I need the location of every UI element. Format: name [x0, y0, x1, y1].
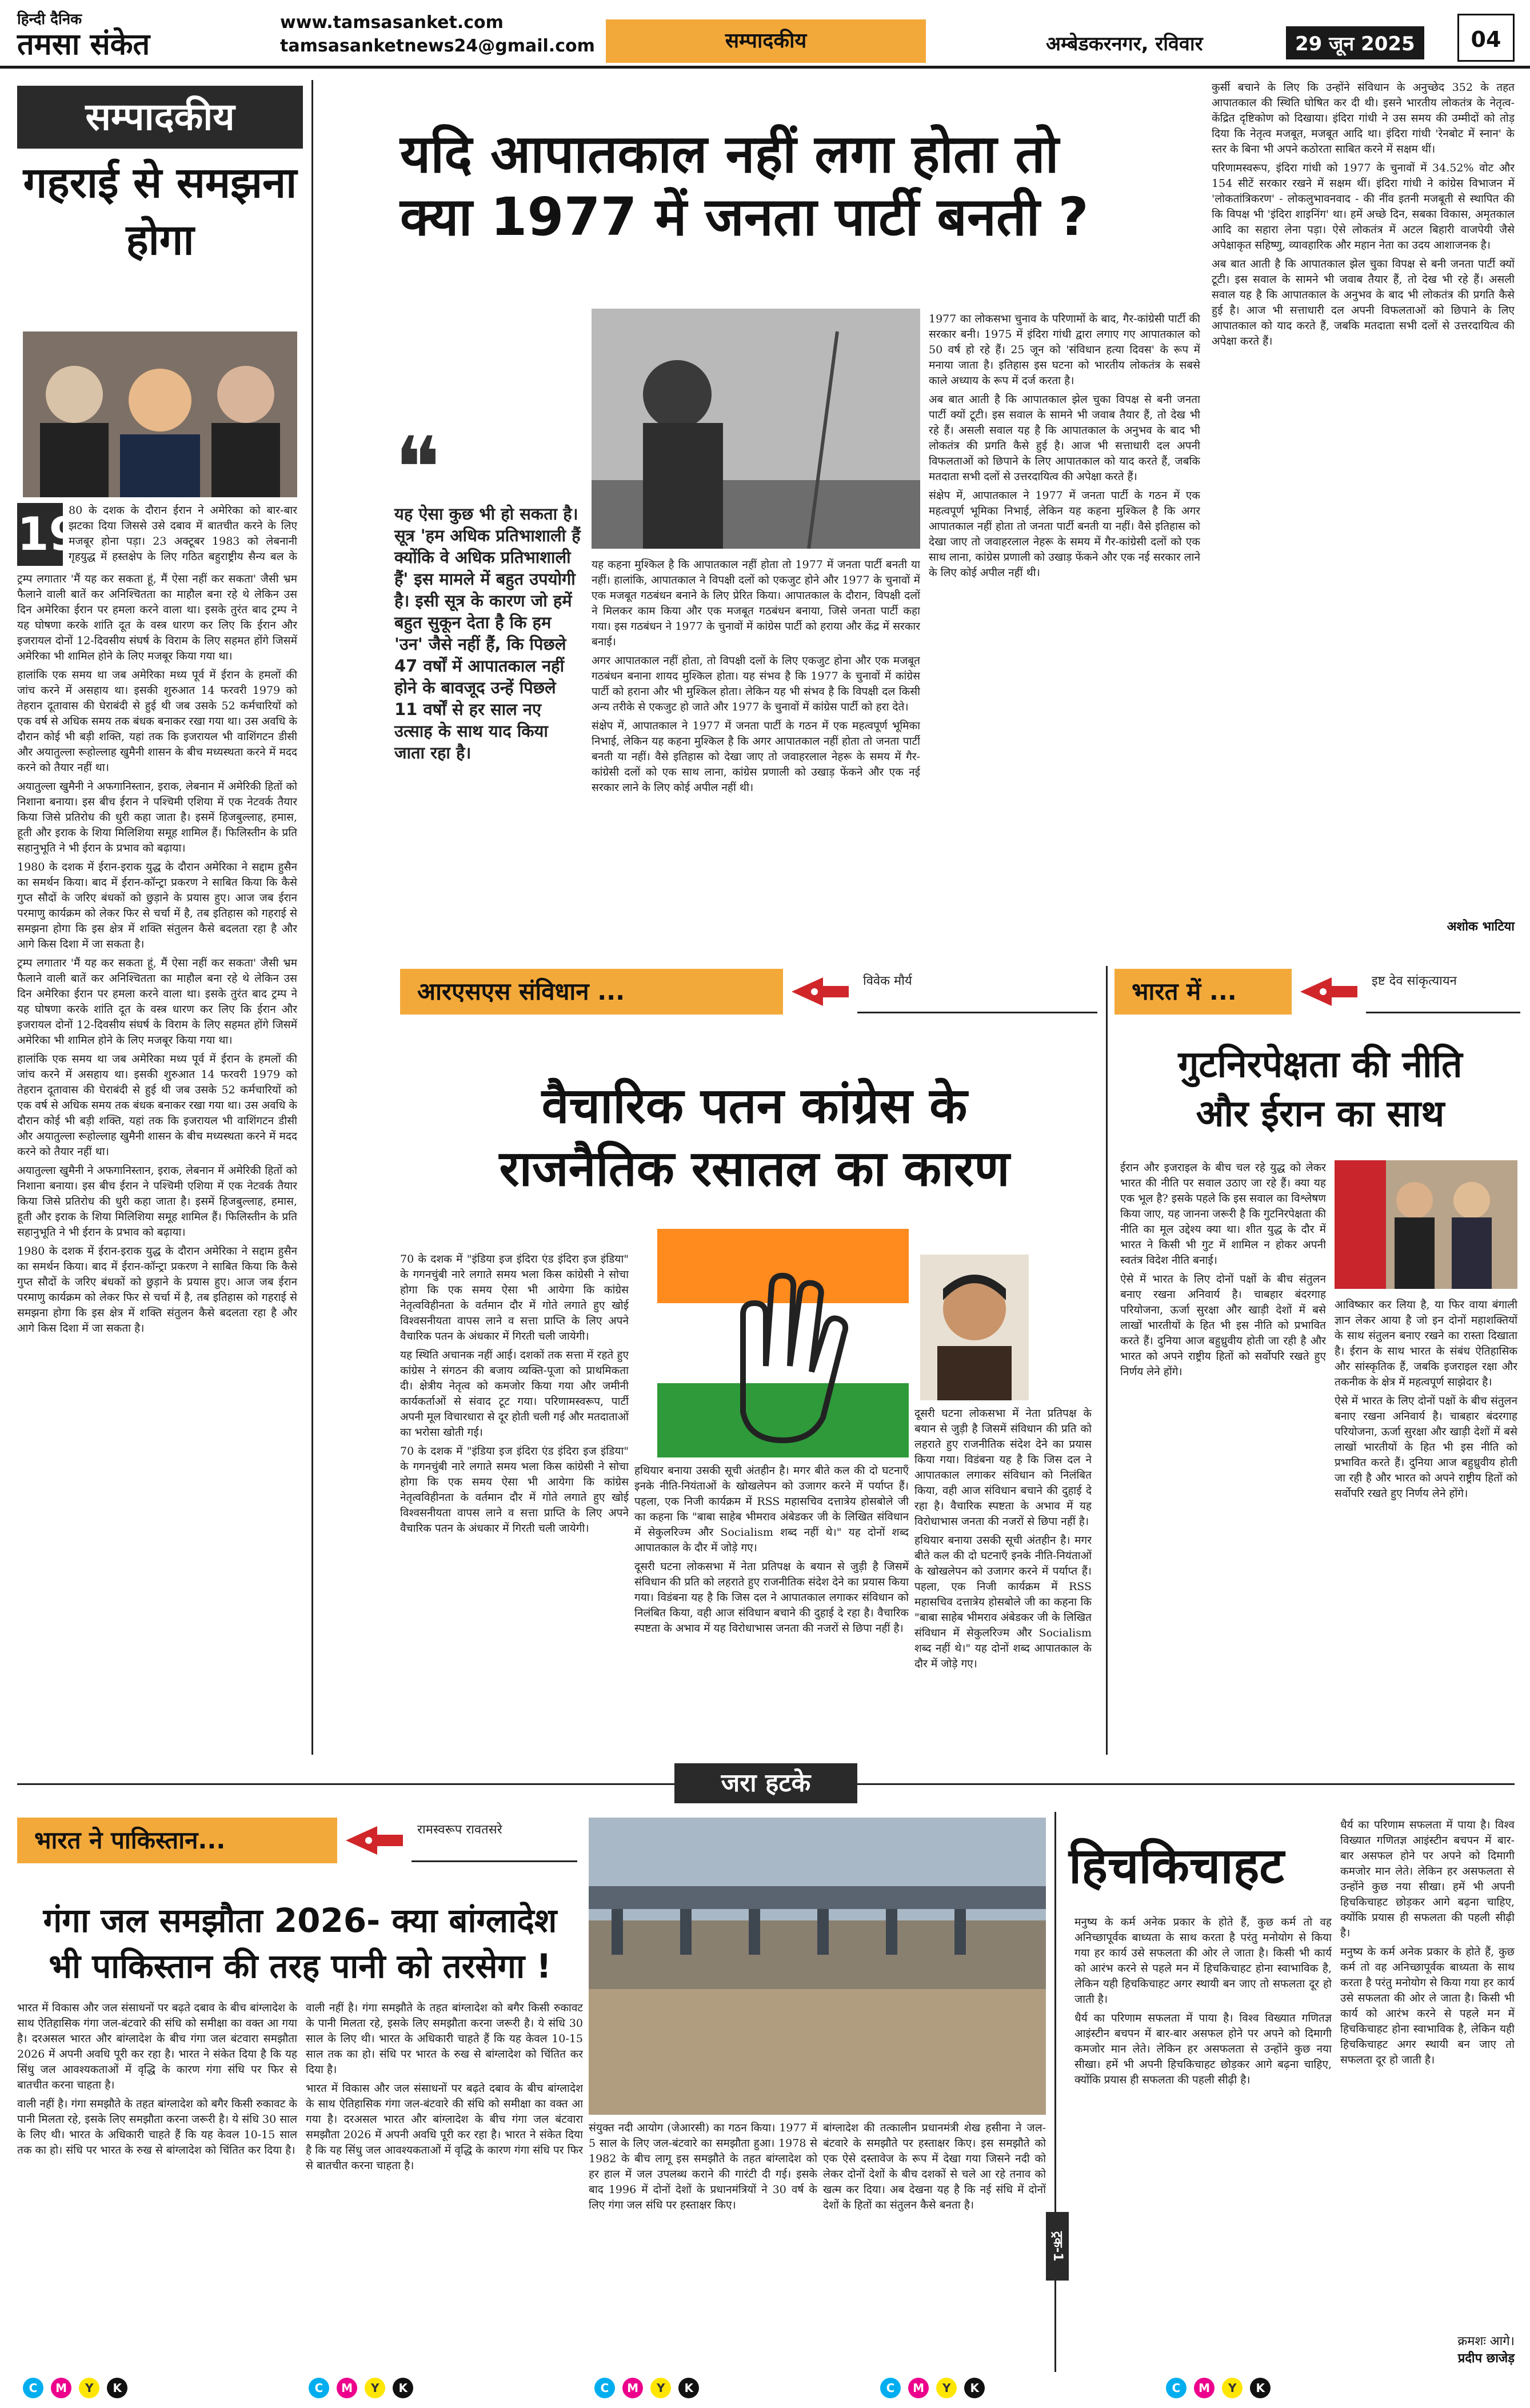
cmyk-k: K	[1250, 2378, 1271, 2398]
editorial-para: हालांकि एक समय था जब अमेरिका मध्य पूर्व में ईरान के हमलों की जांच करने में असहाय था। इसकी शुरुआत 14 फरवरी 1979 को तेहरान दूतावास की घेराबंदी से हुई थी जब उसके 52 कर्मचारियों को एक वर्ष से अधिक समय तक बंधक बनाकर रखा गया था। उस अवधि के दौरान कोई भी बड़ी शक्ति, यहां तक कि इजरायल भी वाशिंगटन डीसी और अयातुल्ला रूहोल्लाह खुमैनी शासन के बीच मध्यस्थता करने में मदद करने को तैयार नहीं था।	[17, 669, 297, 774]
cmyk-marks	[309, 2378, 457, 2401]
hichki-para: मनुष्य के कर्म अनेक प्रकार के होते हैं, कुछ कर्म तो वह अनिच्छापूर्वक बाध्यता के साथ करता है परंतु मनोयोग से किया गया हर कार्य उसे सफलता की ओर ले जाता है। किसी भी कार्य को आरंभ करने से पहले मन में हिचकिचाहट होना स्वाभाविक है, लेकिन यही हिचकिचाहट अगर स्थायी बन जाए तो सफलता दूर हो जाती है।	[1074, 1916, 1332, 2006]
editorial-intro	[69, 503, 297, 566]
column-rule	[1106, 966, 1108, 1755]
secular-label: भारत में ...	[1114, 969, 1292, 1015]
dateline	[1046, 19, 1492, 63]
hichki-para: धैर्य का परिणाम सफलता में पाया है। विश्व विख्यात गणितज्ञ आइंस्टीन बचपन में बार-बार असफल होने पर अपने को दिमागी कमजोर मान लेते। लेकिन हर असफलता से उन्होंने कुछ नया सीखा। हमें भी अपनी हिचकिचाहट छोड़कर आगे बढ़ना चाहिए, क्योंकि प्रयास ही सफलता की पहली सीढ़ी है।	[1074, 2012, 1332, 2086]
cmyk-m: M	[622, 2378, 643, 2398]
quote-icon: ❝	[394, 419, 441, 518]
main-body-col2	[929, 312, 1200, 937]
hichki-para: मनुष्य के कर्म अनेक प्रकार के होते हैं, कुछ कर्म तो वह अनिच्छापूर्वक बाध्यता के साथ करता है परंतु मनोयोग से किया गया हर कार्य उसे सफलता की ओर ले जाता है। किसी भी कार्य को आरंभ करने से पहले मन में हिचकिचाहट होना स्वाभाविक है, लेकिन यही हिचकिचाहट अगर स्थायी बन जाए तो सफलता दूर हो जाती है।	[1340, 1946, 1515, 2066]
hichki-body-col2	[1340, 1818, 1515, 2332]
editorial-photo	[23, 332, 297, 497]
main-para: संक्षेप में, आपातकाल ने 1977 में जनता पार्टी के गठन में एक महत्वपूर्ण भूमिका निभाई, लेकिन यह कहना मुश्किल है कि अगर आपातकाल नहीं होता तो जनता पार्टी बनती या नहीं। वैसे इतिहास को देखा जाए तो जवाहरलाल नेहरू के समय में गैर-कांग्रेसी दलों को एक साथ लाना, कांग्रेस प्रणाली को उखाड़ फेंकने और एक नई सरकार लाने के लिए कोई अपील नहीं थी।	[592, 720, 920, 794]
pen-icon	[343, 1820, 412, 1860]
hand-icon	[657, 1229, 909, 1457]
secular-body-col2	[1335, 1297, 1517, 1738]
email-link[interactable]: tamsasanketnews24@gmail.com	[280, 36, 595, 56]
congress-author: विवेक मौर्य	[863, 974, 912, 988]
cmyk-y: Y	[650, 2378, 671, 2398]
secular-headline-line: और ईरान का साथ	[1196, 1093, 1445, 1135]
cmyk-c: C	[309, 2378, 329, 2398]
water-para: वाली नहीं है। गंगा समझौते के तहत बांग्लादेश को बगैर किसी रुकावट के पानी मिलता रहे, इसके लिए समझौता करना जरूरी है। ये संधि 30 साल के लिए थी। भारत के अधिकारी चाहते हैं कि यह केवल 10-15 साल तक का हो। संधि पर भारत के रुख से बांग्लादेश को चिंतित कर दिया है।	[306, 2002, 583, 2076]
dateline-date: 29 जून 2025	[1286, 26, 1424, 59]
congress-para: हथियार बनाया उसकी सूची अंतहीन है। मगर बीते कल की दो घटनाएँ इनके नीति-नियंताओं के खोखलेपन को उजागर करने में पर्याप्त हैं। पहला, एक निजी कार्यक्रम में RSS महासचिव दत्तात्रेय होसबोले जी का कहना कि "बाबा साहेब भीमराव अंबेडकर जी के लिखित संविधान में सेकुलरिज्म और Socialism शब्द नहीं थे।" यह दोनों शब्द आपातकाल के दौर में जोड़े गए।	[634, 1464, 909, 1554]
editorial-para: हालांकि एक समय था जब अमेरिका मध्य पूर्व में ईरान के हमलों की जांच करने में असहाय था। इसकी शुरुआत 14 फरवरी 1979 को तेहरान दूतावास की घेराबंदी से हुई थी जब उसके 52 कर्मचारियों को एक वर्ष से अधिक समय तक बंधक बनाकर रखा गया था। उस अवधि के दौरान कोई भी बड़ी शक्ति, यहां तक कि इजरायल भी वाशिंगटन डीसी और अयातुल्ला रूहोल्लाह खुमैनी शासन के बीच मध्यस्थता करने में मदद करने को तैयार नहीं था।	[17, 1053, 297, 1158]
cmyk-y: Y	[79, 2378, 99, 2398]
congress-para: दूसरी घटना लोकसभा में नेता प्रतिपक्ष के बयान से जुड़ी है जिसमें संविधान की प्रति को लहराते हुए राजनीतिक संदेश देने का प्रयास किया गया। विडंबना यह है कि जिस दल ने आपातकाल लगाकर संविधान को निलंबित किया, वही आज संविधान बचाने की दुहाई दे रहा है। वैचारिक स्पष्टता के अभाव में यह विरोधाभास जनता की नजरों से छिपा नहीं है।	[914, 1407, 1092, 1528]
speaker-photo-placeholder	[592, 309, 920, 549]
editorial-para: 80 के दशक के दौरान ईरान ने अमेरिका को बार-बार झटका दिया जिससे उसे दबाव में बातचीत करने के लिए मजबूर होना पड़ा। 23 अक्टूबर 1983 को लेबनानी गृहयुद्ध में हस्तक्षेप के लिए गठित बहुराष्ट्रीय सैन्य बल के	[69, 504, 297, 563]
congress-hand-logo	[657, 1229, 909, 1457]
main-para: कुर्सी बचाने के लिए कि उन्होंने संविधान के अनुच्छेद 352 के तहत आपातकाल की स्थिति घोषित कर दी थी। इसने भारतीय लोकतंत्र के नेतृत्व-केंद्रित दृष्टिकोण को दिखाया। इंदिरा गांधी ने उस समय की उम्मीदों को तोड़ दिया कि नेतृत्व मजबूत, मजबूत आदि था। इंदिरा गांधी 'रेनबोट में स्नान' के स्तर के बिना भी अपने कठोरता साबित करने में सक्षम थीं।	[1212, 81, 1515, 155]
congress-headline-line: राजनैतिक रसातल का कारण	[499, 1140, 1010, 1197]
water-body-col2	[306, 2000, 583, 2366]
cmyk-c: C	[1166, 2378, 1187, 2398]
masthead	[0, 0, 1530, 69]
congress-rule	[857, 1012, 1097, 1013]
secular-para: ऐसे में भारत के लिए दोनों पक्षों के बीच संतुलन बनाए रखना अनिवार्य है। चाबहार बंदरगाह परियोजना, ऊर्जा सुरक्षा और खाड़ी देशों में बसे लाखों भारतीयों के हित भी इस नीति को प्रभावित करते हैं। दुनिया आज बहुध्रुवीय होती जा रही है और भारत को अपने राष्ट्रीय हितों को सर्वोपरि रखते हुए निर्णय लेने होंगे।	[1335, 1395, 1517, 1500]
secular-para: आविष्कार कर लिया है, या फिर वाया बंगाली ज्ञान लेकर आया है जो इन दोनों महाशक्तियों के साथ संतुलन बनाए रखने का रास्ता दिखाता है। ईरान के साथ भारत के संबंध ऐतिहासिक और सांस्कृतिक हैं, जबकि इजराइल रक्षा और तकनीक के क्षेत्र में महत्वपूर्ण साझेदार है।	[1335, 1299, 1517, 1388]
secular-author: इष्ट देव सांकृत्यायन	[1372, 974, 1457, 988]
pen-icon	[1297, 972, 1366, 1012]
water-label: भारत ने पाकिस्तान...	[17, 1818, 337, 1863]
water-body-col1	[17, 2000, 297, 2366]
cmyk-marks	[23, 2378, 171, 2401]
secular-photo	[1335, 1160, 1517, 1289]
water-para: संयुक्त नदी आयोग (जेआरसी) का गठन किया। 1977 में 5 साल के लिए जल-बंटवारे का समझौता हुआ। 1978 से 1982 के बीच लागू इस समझौते के तहत बांग्लादेश को हर हाल में जल उपलब्ध कराने की गारंटी दी गई। इसके बाद 1996 में दोनों देशों के प्रधानमंत्रियों ने 30 वर्ष के लिए गंगा जल संधि पर हस्ताक्षर किए।	[589, 2122, 817, 2211]
water-para: बांग्लादेश की तत्कालीन प्रधानमंत्री शेख हसीना ने जल-बंटवारे के समझौते पर हस्ताक्षर किए। इस समझौते को एक ऐसे दस्तावेज के रूप में देखा गया जिसने नदी को लेकर दोनों देशों के बीच दशकों से चले आ रहे तनाव को खत्म कर दिया। अब देखना यह है कि नई संधि में दोनों देशों के हितों का संतुलन कैसे बनता है।	[823, 2122, 1046, 2211]
editorial-body	[17, 572, 297, 1749]
congress-headline	[400, 1075, 1109, 1200]
editorial-para: 1980 के दशक में ईरान-इराक युद्ध के दौरान अमेरिका ने सद्दाम हुसैन का समर्थन किया। बाद में ईरान-कॉन्ट्रा प्रकरण ने साबित किया कि कैसे गुप्त सौदों के जरिए बंधकों को छुड़ाने के प्रयास हुए। आज जब ईरान परमाणु कार्यक्रम को लेकर फिर से चर्चा में है, तब इतिहास को गहराई से समझना होगा कि इस क्षेत्र में शक्ति संतुलन कैसे बदलता रहा है और आगे किस दिशा में जा सकता है।	[17, 1245, 297, 1335]
editorial-para: ट्रम्प लगातार 'मैं यह कर सकता हूं, मैं ऐसा नहीं कर सकता' जैसी भ्रम फैलाने वाली बातें कर अनिश्चितता का माहौल बना रहे थे लेकिन उस दिन अमेरिका ईरान पर हमला करने वाला था। इसके तुरंत बाद ट्रम्प ने यह घोषणा करके शांति दूत के वस्त्र धारण कर लिए कि ईरान और इजरायल दोनों 12-दिवसीय संघर्ष के विराम के लिए सहमत होंगे जिसमें अमेरिका भी शामिल होने के लिए मजबूर किया गया था।	[17, 957, 297, 1047]
water-body-col3	[589, 2121, 817, 2366]
water-body-col4	[823, 2121, 1046, 2366]
main-body-col1	[592, 557, 920, 937]
main-para: परिणामस्वरूप, इंदिरा गांधी को 1977 के चुनावों में 34.52% वोट और 154 सीटें सरकार रखने में सक्षम थीं। इंदिरा गांधी ने कांग्रेस विभाजन में 'लोकतांत्रिकरण' - लोकलुभावनवाद - की नींव इतनी मजबूती से स्थापित की कि विपक्ष भी 'इंदिरा शाइनिंग' था। हमें अच्छे दिन, सबका विकास, अमृतकाल आदि का सहारा लेना पड़ा। ऐसे लोकतंत्र में अटल बिहारी वाजपेयी जैसे अपेक्षाकृत सहिष्णु, व्यावहारिक और महान नेता का उदय आशाजनक है।	[1212, 162, 1515, 251]
main-body-col3	[1212, 80, 1515, 915]
cmyk-c: C	[880, 2378, 901, 2398]
editorial-para: ट्रम्प लगातार 'मैं यह कर सकता हूं, मैं ऐसा नहीं कर सकता' जैसी भ्रम फैलाने वाली बातें कर अनिश्चितता का माहौल बना रहे थे लेकिन उस दिन अमेरिका ईरान पर हमला करने वाला था। इसके तुरंत बाद ट्रम्प ने यह घोषणा करके शांति दूत के वस्त्र धारण कर लिए कि ईरान और इजरायल दोनों 12-दिवसीय संघर्ष के विराम के लिए सहमत होंगे जिसमें अमेरिका भी शामिल होने के लिए मजबूर किया गया था।	[17, 573, 297, 662]
secular-para: ईरान और इजराइल के बीच चल रहे युद्ध को लेकर भारत की नीति पर सवाल उठाए जा रहे हैं। क्या यह एक भूल है? इसके पहले कि इस सवाल का विश्लेषण किया जाए, यह जानना जरूरी है कि गुटनिरपेक्षता की नीति का मूल उद्देश्य क्या था। शीत युद्ध के दौर में भारत ने किसी भी गुट में शामिल न होकर अपनी स्वतंत्र विदेश नीति बनाई।	[1120, 1161, 1326, 1267]
paper-tagline: हिन्दी दैनिक	[17, 11, 82, 28]
column-rule	[1054, 1812, 1056, 2372]
dateline-place: अम्बेडकरनगर, रविवार	[1046, 33, 1203, 55]
hichki-signature: प्रदीप छाजेड़	[1457, 2351, 1515, 2366]
cmyk-k: K	[107, 2378, 127, 2398]
hichki-body-col1	[1074, 1915, 1332, 2366]
contact-block	[280, 13, 600, 59]
page-number: 04	[1457, 14, 1515, 62]
cmyk-m: M	[337, 2378, 357, 2398]
main-headline-line: क्या 1977 में जनता पार्टी बनती ?	[400, 186, 1089, 247]
water-author: रामस्वरूप रावतसरे	[417, 1823, 502, 1837]
congress-para: हथियार बनाया उसकी सूची अंतहीन है। मगर बीते कल की दो घटनाएँ इनके नीति-नियंताओं के खोखलेपन को उजागर करने में पर्याप्त हैं। पहला, एक निजी कार्यक्रम में RSS महासचिव दत्तात्रेय होसबोले जी का कहना कि "बाबा साहेब भीमराव अंबेडकर जी के लिखित संविधान में सेकुलरिज्म और Socialism शब्द नहीं थे।" यह दोनों शब्द आपातकाल के दौर में जोड़े गए।	[914, 1534, 1092, 1670]
congress-body-col2	[634, 1463, 909, 1738]
cmyk-m: M	[51, 2378, 71, 2398]
secular-rule	[1366, 1012, 1520, 1013]
cmyk-c: C	[594, 2378, 615, 2398]
page-tag: ट्रक-1	[1046, 2212, 1069, 2281]
editorial-label: सम्पादकीय	[17, 86, 303, 149]
website-link[interactable]: www.tamsasanket.com	[280, 13, 504, 33]
cmyk-k: K	[393, 2378, 413, 2398]
section-tab: सम्पादकीय	[606, 19, 926, 63]
zara-hatke-banner: जरा हटके	[674, 1763, 857, 1803]
cmyk-y: Y	[365, 2378, 385, 2398]
editorial-para: 1980 के दशक में ईरान-इराक युद्ध के दौरान अमेरिका ने सद्दाम हुसैन का समर्थन किया। बाद में ईरान-कॉन्ट्रा प्रकरण ने साबित किया कि कैसे गुप्त सौदों के जरिए बंधकों को छुड़ाने के प्रयास हुए। आज जब ईरान परमाणु कार्यक्रम को लेकर फिर से चर्चा में है, तब इतिहास को गहराई से समझना होगा कि इस क्षेत्र में शक्ति संतुलन कैसे बदलता रहा है और आगे किस दिशा में जा सकता है।	[17, 861, 297, 951]
cmyk-m: M	[1194, 2378, 1215, 2398]
cmyk-c: C	[23, 2378, 43, 2398]
main-para: अब बात आती है कि आपातकाल झेल चुका विपक्ष से बनी जनता पार्टी क्यों टूटी। इस सवाल के सामने भी जवाब तैयार हैं, तो देख भी रहे हैं। असली सवाल यह है कि आपातकाल के अनुभव के बाद भी लोकतंत्र की प्रगति कैसे हुई है। आज भी सत्ताधारी दल अपनी विफलताओं को छिपाने के लिए आपातकाल को याद करते हैं, जबकि मतदाता सभी दलों से उत्तरदायित्व की अपेक्षा करते हैं।	[929, 393, 1200, 483]
secular-para: ऐसे में भारत के लिए दोनों पक्षों के बीच संतुलन बनाए रखना अनिवार्य है। चाबहार बंदरगाह परियोजना, ऊर्जा सुरक्षा और खाड़ी देशों में बसे लाखों भारतीयों के हित भी इस नीति को प्रभावित करते हैं। दुनिया आज बहुध्रुवीय होती जा रही है और भारत को अपने राष्ट्रीय हितों को सर्वोपरि रखते हुए निर्णय लेने होंगे।	[1120, 1273, 1326, 1378]
cmyk-marks	[880, 2378, 1029, 2401]
cmyk-y: Y	[1222, 2378, 1243, 2398]
secular-headline-line: गुटनिरपेक्षता की नीति	[1178, 1044, 1463, 1086]
congress-para: दूसरी घटना लोकसभा में नेता प्रतिपक्ष के बयान से जुड़ी है जिसमें संविधान की प्रति को लहराते हुए राजनीतिक संदेश देने का प्रयास किया गया। विडंबना यह है कि जिस दल ने आपातकाल लगाकर संविधान को निलंबित किया, वही आज संविधान बचाने की दुहाई दे रहा है। वैचारिक स्पष्टता के अभाव में यह विरोधाभास जनता की नजरों से छिपा नहीं है।	[634, 1560, 909, 1635]
author-photo	[920, 1255, 1029, 1400]
main-para: यह कहना मुश्किल है कि आपातकाल नहीं होता तो 1977 में जनता पार्टी बनती या नहीं। हालांकि, आपातकाल ने विपक्षी दलों को एकजुट होने और 1977 के चुनावों में एक मजबूत गठबंधन बनाने के लिए प्रेरित किया। आपातकाल के दौरान, विपक्षी दलों ने मिलकर काम किया और एक मजबूत गठबंधन बनाया, जिसे जनता पार्टी कहा गया। इस गठबंधन ने 1977 के चुनावों में कांग्रेस पार्टी को हराया और केंद्र में सरकार बनाई।	[592, 558, 920, 648]
congress-para: 70 के दशक में "इंडिया इज इंदिरा एंड इंदिरा इज इंडिया" के गगनचुंबी नारे लगाते समय भला किस कांग्रेसी ने सोचा होगा कि एक समय ऐसा भी आयेगा कि कांग्रेस नेतृत्वविहीनता के वर्तमान दौर में गोते लगाते हुए खोई विश्वसनीयता वापस लाने व सत्ता प्राप्ति के लिए अपने वैचारिक पतन के अंधकार में गिरती चली जायेगी।	[400, 1445, 629, 1535]
water-headline	[17, 1898, 583, 1989]
pen-icon	[789, 972, 857, 1012]
main-signature: अशोक भाटिया	[1447, 920, 1515, 934]
pull-quote: यह ऐसा कुछ भी हो सकता है। सूत्र 'हम अधिक प्रतिभाशाली हैं क्योंकि वे अधिक प्रतिभाशाली हैं' इस मामले में बहुत उपयोगी है। इसी सूत्र के कारण जो हमें बहुत सुकून देता है कि हम 'उन' जैसे नहीं हैं, कि पिछले 47 वर्षों में आपातकाल नहीं होने के बावजूद उन्हें पिछले 11 वर्षों से हर साल नए उत्साह के साथ याद किया जाता रहा है।	[394, 504, 581, 762]
main-headline	[400, 123, 1200, 249]
cmyk-k: K	[964, 2378, 985, 2398]
congress-body-col3	[914, 1406, 1092, 1738]
secular-body-col1	[1120, 1160, 1326, 1738]
main-photo	[592, 309, 920, 549]
drop-number: 19	[17, 503, 63, 566]
water-photo	[589, 1818, 1046, 2115]
leaders-photo-placeholder	[23, 332, 297, 497]
water-headline-line: गंगा जल समझौता 2026- क्या बांग्लादेश	[43, 1901, 557, 1940]
secular-headline	[1120, 1040, 1520, 1139]
hichki-para: धैर्य का परिणाम सफलता में पाया है। विश्व विख्यात गणितज्ञ आइंस्टीन बचपन में बार-बार असफल होने पर अपने को दिमागी कमजोर मान लेते। लेकिन हर असफलता से उन्होंने कुछ नया सीखा। हमें भी अपनी हिचकिचाहट छोड़कर आगे बढ़ना चाहिए, क्योंकि प्रयास ही सफलता की पहली सीढ़ी है।	[1340, 1819, 1515, 1939]
congress-headline-line: वैचारिक पतन कांग्रेस के	[541, 1077, 968, 1135]
cmyk-marks	[1166, 2378, 1315, 2401]
main-para: अब बात आती है कि आपातकाल झेल चुका विपक्ष से बनी जनता पार्टी क्यों टूटी। इस सवाल के सामने भी जवाब तैयार हैं, तो देख भी रहे हैं। असली सवाल यह है कि आपातकाल के अनुभव के बाद भी लोकतंत्र की प्रगति कैसे हुई है। आज भी सत्ताधारी दल अपनी विफलताओं को छिपाने के लिए आपातकाल को याद करते हैं, जबकि मतदाता सभी दलों से उत्तरदायित्व की अपेक्षा करते हैं।	[1212, 258, 1515, 348]
water-rule	[412, 1860, 577, 1862]
paper-name: तमसा संकेत	[17, 27, 150, 62]
hichki-continued: क्रमशः आगे।	[1457, 2334, 1515, 2349]
congress-label: आरएसएस संविधान ...	[400, 969, 783, 1015]
water-headline-line: भी पाकिस्तान की तरह पानी को तरसेगा !	[49, 1947, 552, 1986]
editorial-title: गहराई से समझना होगा	[23, 158, 297, 265]
cmyk-m: M	[908, 2378, 929, 2398]
main-para: 1977 का लोकसभा चुनाव के परिणामों के बाद, गैर-कांग्रेसी पार्टी की सरकार बनी। 1975 में इंदिरा गांधी द्वारा लगाए गए आपातकाल को 50 वर्ष हो रहे हैं। 25 जून को 'संविधान हत्या दिवस' के रूप में मनाया जाता है। इतिहास इस घटना को भारतीय लोकतंत्र के सबसे काले अध्याय के रूप में दर्ज करता है।	[929, 313, 1200, 387]
main-headline-line: यदि आपातकाल नहीं लगा होता तो	[400, 123, 1059, 185]
main-para: अगर आपातकाल नहीं होता, तो विपक्षी दलों के लिए एकजुट होना और एक मजबूत गठबंधन बनाना शायद मुश्किल होता। यह संभव है कि 1977 के चुनावों में कांग्रेस पार्टी को हराना और भी मुश्किल होता। लेकिन यह भी संभव है कि विपक्षी दल किसी अन्य तरीके से एकजुट हो जाते और 1977 के चुनावों में कांग्रेस पार्टी को हरा देते।	[592, 654, 920, 713]
congress-para: यह स्थिति अचानक नहीं आई। दशकों तक सत्ता में रहते हुए कांग्रेस ने संगठन की बजाय व्यक्ति-पूजा को प्राथमिकता दी। क्षेत्रीय नेतृत्व को कमजोर किया गया और जमीनी कार्यकर्ताओं से संवाद टूट गया। परिणामस्वरूप, पार्टी अपनी मूल विचारधारा से दूर होती चली गई और मतदाताओं का भरोसा खोती गई।	[400, 1349, 629, 1439]
water-para: भारत में विकास और जल संसाधनों पर बढ़ते दबाव के बीच बांग्लादेश के साथ ऐतिहासिक गंगा जल-बंटवारे की संधि को समीक्षा का वक्त आ गया है। दरअसल भारत और बांग्लादेश के बीच गंगा जल बंटवारा समझौता 2026 में अपनी अवधि पूरी कर रहा है। भारत ने संकेत दिया है कि यह सिंधु जल आवश्यकताओं में वृद्धि के कारण गंगा संधि पर फिर से बातचीत करना चाहता है।	[17, 2002, 297, 2091]
congress-para: 70 के दशक में "इंडिया इज इंदिरा एंड इंदिरा इज इंडिया" के गगनचुंबी नारे लगाते समय भला किस कांग्रेसी ने सोचा होगा कि एक समय ऐसा भी आयेगा कि कांग्रेस नेतृत्वविहीनता के वर्तमान दौर में गोते लगाते हुए खोई विश्वसनीयता वापस लाने व सत्ता प्राप्ति के लिए अपने वैचारिक पतन के अंधकार में गिरती चली जायेगी।	[400, 1253, 629, 1343]
cmyk-k: K	[678, 2378, 699, 2398]
main-para: संक्षेप में, आपातकाल ने 1977 में जनता पार्टी के गठन में एक महत्वपूर्ण भूमिका निभाई, लेकिन यह कहना मुश्किल है कि अगर आपातकाल नहीं होता तो जनता पार्टी बनती या नहीं। वैसे इतिहास को देखा जाए तो जवाहरलाल नेहरू के समय में गैर-कांग्रेसी दलों को एक साथ लाना, कांग्रेस प्रणाली को उखाड़ फेंकने और एक नई सरकार लाने के लिए कोई अपील नहीं थी।	[929, 489, 1200, 579]
congress-body-col1	[400, 1252, 629, 1738]
cmyk-marks	[594, 2378, 743, 2401]
water-para: वाली नहीं है। गंगा समझौते के तहत बांग्लादेश को बगैर किसी रुकावट के पानी मिलता रहे, इसके लिए समझौता करना जरूरी है। ये संधि 30 साल के लिए थी। भारत के अधिकारी चाहते हैं कि यह केवल 10-15 साल तक का हो। संधि पर भारत के रुख से बांग्लादेश को चिंतित कर दिया है।	[17, 2098, 297, 2157]
paper-logo	[17, 8, 269, 61]
cmyk-y: Y	[936, 2378, 957, 2398]
hichki-headline: हिचकिचाहट	[1069, 1838, 1284, 1895]
column-rule	[311, 80, 313, 1755]
editorial-para: अयातुल्ला खुमैनी ने अफगानिस्तान, इराक, लेबनान में अमेरिकी हितों को निशाना बनाया। इस बीच ईरान ने पश्चिमी एशिया में एक नेटवर्क तैयार किया जिसे प्रतिरोध की धुरी कहा जाता है। इसमें हिजबुल्लाह, हमास, हूती और इराक के शिया मिलिशिया समूह शामिल हैं। फिलिस्तीन के प्रति सहानुभूति ने भी ईरान के प्रभाव को बढ़ाया।	[17, 780, 297, 854]
water-para: भारत में विकास और जल संसाधनों पर बढ़ते दबाव के बीच बांग्लादेश के साथ ऐतिहासिक गंगा जल-बंटवारे की संधि को समीक्षा का वक्त आ गया है। दरअसल भारत और बांग्लादेश के बीच गंगा जल बंटवारा समझौता 2026 में अपनी अवधि पूरी कर रहा है। भारत ने संकेत दिया है कि यह सिंधु जल आवश्यकताओं में वृद्धि के कारण गंगा संधि पर फिर से बातचीत करना चाहता है।	[306, 2082, 583, 2172]
editorial-para: अयातुल्ला खुमैनी ने अफगानिस्तान, इराक, लेबनान में अमेरिकी हितों को निशाना बनाया। इस बीच ईरान ने पश्चिमी एशिया में एक नेटवर्क तैयार किया जिसे प्रतिरोध की धुरी कहा जाता है। इसमें हिजबुल्लाह, हमास, हूती और इराक के शिया मिलिशिया समूह शामिल हैं। फिलिस्तीन के प्रति सहानुभूति ने भी ईरान के प्रभाव को बढ़ाया।	[17, 1164, 297, 1239]
